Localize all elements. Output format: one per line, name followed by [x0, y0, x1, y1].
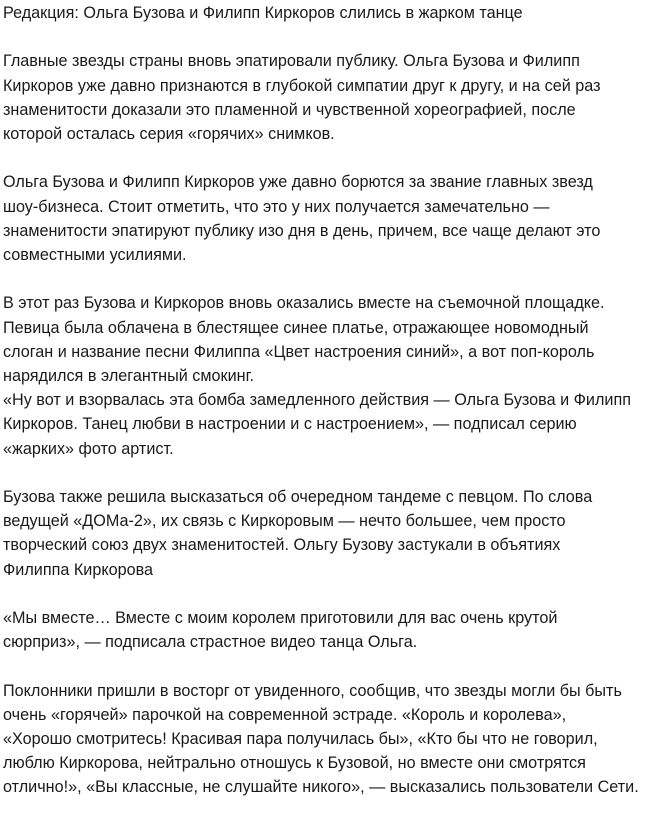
paragraph-line: Ольга Бузова и Филипп Киркоров уже давно борются за звание главных звезд: [3, 173, 593, 192]
paragraph-line: В этот раз Бузова и Киркоров вновь оказались вместе на съемочной площадке.: [3, 294, 605, 313]
paragraph-line: Певица была облачена в блестящее синее платье, отражающее новомодный: [3, 318, 589, 337]
paragraph-line: сюрприз», — подписала страстное видео танца Ольга.: [3, 633, 418, 652]
paragraph-line: отлично!», «Вы классные, не слушайте никого», — высказались пользователи Сети.: [3, 778, 639, 797]
paragraph-line: творческий союз двух знаменитостей. Ольгу Бузову застукали в объятиях: [3, 536, 561, 555]
paragraph-line: Главные звезды страны вновь эпатировали публику. Ольга Бузова и Филипп: [3, 52, 580, 71]
paragraph-line: Бузова также решила высказаться об очередном тандеме с певцом. По слова: [3, 488, 593, 506]
paragraph-line: люблю Киркорова, нейтрально отношусь к Бузовой, но вместе они смотрятся: [3, 754, 586, 773]
paragraph-line: нарядился в элегантный смокинг.: [3, 367, 254, 385]
paragraph-intro: [3, 49, 666, 146]
paragraph-line: которой осталась серия «горячих» снимков.: [3, 125, 335, 143]
paragraph-line: совместными усилиями.: [3, 246, 187, 264]
paragraph-fans: [3, 679, 666, 800]
paragraph-line: знаменитости эпатируют публику изо дня в день, причем, все чаще делают это: [3, 221, 601, 240]
paragraph-line: шоу-бизнеса. Стоит отметить, что это у них получается замечательно —: [3, 197, 550, 216]
paragraph-line: «жарких» фото артист.: [3, 439, 174, 458]
paragraph-quote: [3, 606, 666, 654]
article-title: [3, 1, 666, 25]
paragraph-line: «Ну вот и взорвалась эта бомба замедленного действия — Ольга Бузова и Филипп: [3, 391, 631, 410]
paragraph-line: знаменитости доказали это пламенной и чувственной хореографией, после: [3, 100, 576, 119]
paragraph-set: [3, 291, 666, 460]
article-title-text: Редакция: Ольга Бузова и Филипп Киркоров слились в жарком танце: [3, 4, 523, 22]
paragraph-line: Киркоров уже давно признаются в глубокой симпатии друг к другу, и на сей раз: [3, 76, 601, 95]
paragraph-buzova: [3, 485, 666, 582]
paragraph-line: Филиппа Киркорова: [3, 560, 154, 579]
paragraph-line: очень «горячей» парочкой на современной эстраде. «Король и королева»,: [3, 705, 567, 724]
paragraph-showbiz: [3, 170, 666, 267]
paragraph-line: «Мы вместе… Вместе с моим королем приготовили для вас очень крутой: [3, 609, 558, 627]
paragraph-line: «Хорошо смотритесь! Красивая пара получилась бы», «Кто бы что не говорил,: [3, 730, 598, 748]
paragraph-line: ведущей «ДОМа-2», их связь с Киркоровым — нечто большее, чем просто: [3, 512, 566, 531]
paragraph-line: слоган и название песни Филиппа «Цвет настроения синий», а вот поп-король: [3, 342, 595, 361]
paragraph-line: Поклонники пришли в восторг от увиденного, сообщив, что звезды могли бы быть: [3, 681, 622, 700]
paragraph-line: Киркоров. Танец любви в настроении и с настроением», — подписал серию: [3, 415, 577, 434]
